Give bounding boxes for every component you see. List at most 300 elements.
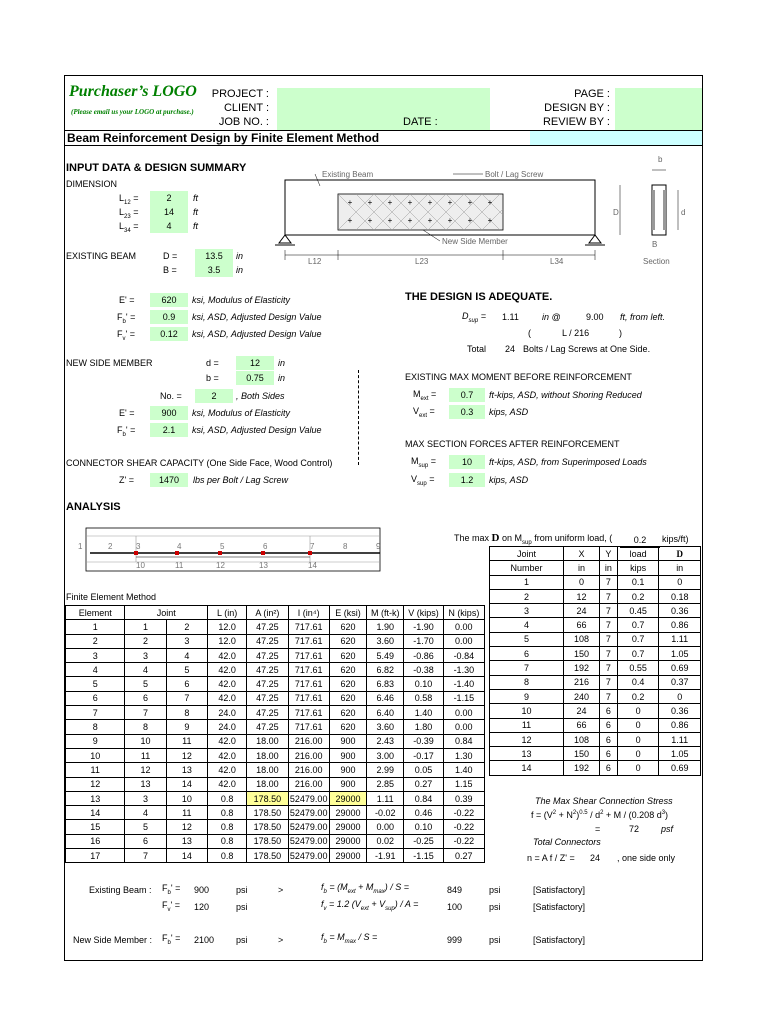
element-cell: 900 bbox=[329, 777, 366, 791]
check-fv-status: [Satisfactory] bbox=[533, 902, 586, 912]
b-label: b = bbox=[206, 373, 219, 383]
svg-text:+: + bbox=[447, 198, 453, 207]
element-cell: -1.90 bbox=[404, 620, 443, 634]
Fb2-desc: ksi, ASD, Adjusted Design Value bbox=[192, 425, 322, 435]
joint-cell: 14 bbox=[490, 761, 564, 775]
element-cell: 52479.00 bbox=[288, 806, 329, 820]
joint-cell: 7 bbox=[599, 647, 617, 661]
check-fb-new-status: [Satisfactory] bbox=[533, 935, 586, 945]
jobno-label: JOB NO. : bbox=[218, 116, 269, 128]
element-cell: 24.0 bbox=[207, 706, 246, 720]
joint-cell: 66 bbox=[564, 618, 600, 632]
fem-node-label: 11 bbox=[175, 561, 184, 570]
joint-cell: 4 bbox=[490, 618, 564, 632]
svg-text:+: + bbox=[387, 216, 393, 225]
element-cell: 1 bbox=[125, 620, 166, 634]
element-cell: 10 bbox=[66, 748, 125, 762]
element-cell: 12.0 bbox=[207, 634, 246, 648]
D-label: D = bbox=[163, 251, 178, 261]
joint-cell: 216 bbox=[564, 675, 600, 689]
b-unit: in bbox=[278, 373, 286, 383]
element-cell: -0.22 bbox=[443, 806, 484, 820]
analysis-heading: ANALYSIS bbox=[66, 501, 121, 513]
ratio-close: ) bbox=[619, 328, 622, 338]
page-title: Beam Reinforcement Design by Finite Element Method bbox=[67, 131, 380, 145]
element-cell: 6 bbox=[125, 691, 166, 705]
L23-unit: ft bbox=[193, 207, 199, 217]
element-cell: 0.05 bbox=[404, 763, 443, 777]
element-cell: 0.8 bbox=[207, 849, 246, 863]
n-desc: , one side only bbox=[617, 853, 676, 863]
joint-cell: 1.05 bbox=[659, 747, 701, 761]
Fb1-value[interactable]: 0.9 bbox=[150, 310, 188, 324]
joint-cell: 2 bbox=[490, 589, 564, 603]
joint-cell: 7 bbox=[490, 661, 564, 675]
B-unit: in bbox=[236, 265, 244, 275]
joint-row bbox=[490, 704, 701, 718]
element-cell[interactable]: 29000 bbox=[329, 791, 366, 805]
joint-cell: 0 bbox=[617, 747, 659, 761]
element-cell: 42.0 bbox=[207, 734, 246, 748]
joint-cell: 6 bbox=[490, 647, 564, 661]
connection-value: 72 bbox=[629, 824, 640, 834]
joint-cell: 9 bbox=[490, 689, 564, 703]
date-label: DATE : bbox=[403, 116, 438, 128]
element-cell: 0.84 bbox=[443, 734, 484, 748]
joint-cell: 0.7 bbox=[617, 618, 659, 632]
joint-cell: 1.11 bbox=[659, 732, 701, 746]
check-fb-new-formula: $f_b = M_{max} / S$ = bbox=[321, 932, 378, 945]
joint-table bbox=[489, 546, 701, 776]
element-header-cell: Joint bbox=[125, 606, 208, 620]
fem-node-label: 6 bbox=[263, 542, 268, 551]
joint-cell: 150 bbox=[564, 747, 600, 761]
no-value[interactable]: 2 bbox=[195, 389, 233, 403]
Vext-desc: kips, ASD bbox=[489, 407, 529, 417]
element-cell: 52479.00 bbox=[288, 849, 329, 863]
uniform-mid: on M bbox=[502, 533, 523, 543]
joint-cell: 108 bbox=[564, 732, 600, 746]
check-new-label: New Side Member : bbox=[73, 935, 153, 945]
element-cell: 12 bbox=[125, 763, 166, 777]
svg-text:+: + bbox=[367, 216, 373, 225]
element-cell: 5 bbox=[66, 677, 125, 691]
element-cell: -0.39 bbox=[404, 734, 443, 748]
element-cell: -1.30 bbox=[443, 663, 484, 677]
element-cell: 0.27 bbox=[404, 777, 443, 791]
element-cell: 42.0 bbox=[207, 663, 246, 677]
element-cell: 216.00 bbox=[288, 763, 329, 777]
joint-cell: 5 bbox=[490, 632, 564, 646]
svg-text:+: + bbox=[347, 216, 353, 225]
L34-value[interactable]: 4 bbox=[150, 219, 188, 233]
element-cell: 0.39 bbox=[443, 791, 484, 805]
D-section-label: D bbox=[613, 208, 619, 217]
check-fv-psi: psi bbox=[489, 902, 501, 912]
element-cell: 18.00 bbox=[247, 734, 288, 748]
Msup-label: $M_{sup}$ = bbox=[411, 456, 436, 469]
total-value: 24 bbox=[505, 344, 516, 354]
element-cell: 2.99 bbox=[367, 763, 404, 777]
joint-header-unit: kips bbox=[617, 561, 659, 575]
element-header-cell: N (kips) bbox=[443, 606, 484, 620]
check-Fv-label: $F_v'$ = bbox=[162, 900, 180, 913]
element-cell: 5 bbox=[166, 663, 207, 677]
Vext-value[interactable]: 0.3 bbox=[449, 405, 485, 419]
svg-text:+: + bbox=[347, 198, 353, 207]
joint-cell: 0.2 bbox=[617, 589, 659, 603]
position-value: 9.00 bbox=[586, 312, 604, 322]
project-label: PROJECT : bbox=[211, 88, 269, 100]
element-cell: 3.60 bbox=[367, 720, 404, 734]
joint-cell: 192 bbox=[564, 761, 600, 775]
element-row bbox=[66, 834, 485, 848]
Vsup-value[interactable]: 1.2 bbox=[449, 473, 485, 487]
existing-beam-label: EXISTING BEAM bbox=[66, 251, 137, 261]
joint-row bbox=[490, 589, 701, 603]
Z-value[interactable]: 1470 bbox=[150, 473, 188, 487]
joint-row bbox=[490, 647, 701, 661]
element-cell: 0.10 bbox=[404, 677, 443, 691]
element-cell: 1.80 bbox=[404, 720, 443, 734]
joint-cell: 0.7 bbox=[617, 632, 659, 646]
check-Fb-gt: > bbox=[278, 885, 284, 895]
joint-cell: 240 bbox=[564, 689, 600, 703]
element-cell: 0.10 bbox=[404, 820, 443, 834]
ratio-value: L / 216 bbox=[562, 328, 590, 338]
joint-cell: 0.7 bbox=[617, 647, 659, 661]
fem-node-label: 13 bbox=[259, 561, 268, 570]
check-fb-new-psi: psi bbox=[489, 935, 501, 945]
element-cell: 52479.00 bbox=[288, 834, 329, 848]
check-fv-value: 100 bbox=[447, 902, 463, 912]
element-cell: -1.70 bbox=[404, 634, 443, 648]
element-cell: 178.50 bbox=[247, 849, 288, 863]
joint-row bbox=[490, 661, 701, 675]
element-row bbox=[66, 634, 485, 648]
fem-node-label: 2 bbox=[108, 542, 113, 551]
element-header-cell: L (in) bbox=[207, 606, 246, 620]
element-cell: 620 bbox=[329, 677, 366, 691]
b-section-label: b bbox=[658, 155, 663, 164]
joint-cell: 150 bbox=[564, 647, 600, 661]
E2-desc: ksi, Modulus of Elasticity bbox=[192, 408, 291, 418]
element-header-cell: E (ksi) bbox=[329, 606, 366, 620]
element-cell: 2 bbox=[166, 620, 207, 634]
element-cell: 178.50 bbox=[247, 834, 288, 848]
joint-cell: 7 bbox=[599, 632, 617, 646]
element-cell: 717.61 bbox=[288, 691, 329, 705]
element-cell: 717.61 bbox=[288, 677, 329, 691]
element-cell: 13 bbox=[125, 777, 166, 791]
total-desc: Bolts / Lag Screws at One Side. bbox=[523, 344, 651, 354]
element-cell: 620 bbox=[329, 691, 366, 705]
element-cell: 0.00 bbox=[443, 706, 484, 720]
joint-cell: 0 bbox=[564, 575, 600, 589]
element-cell: 14 bbox=[66, 806, 125, 820]
joint-cell: 0.86 bbox=[659, 718, 701, 732]
joint-cell: 6 bbox=[599, 718, 617, 732]
element-cell: 29000 bbox=[329, 806, 366, 820]
element-cell: 216.00 bbox=[288, 734, 329, 748]
Fv1-value[interactable]: 0.12 bbox=[150, 327, 188, 341]
dashed-divider bbox=[358, 370, 359, 465]
joint-header-cell: load bbox=[617, 547, 659, 561]
element-cell: -0.38 bbox=[404, 663, 443, 677]
fem-node-label: 5 bbox=[220, 542, 225, 551]
element-cell: -1.15 bbox=[404, 849, 443, 863]
check-Fb-value: 900 bbox=[194, 885, 210, 895]
element-cell: 11 bbox=[66, 763, 125, 777]
joint-header-unit: in bbox=[564, 561, 600, 575]
d-section-label: d bbox=[681, 208, 686, 217]
joint-cell: 0.36 bbox=[659, 604, 701, 618]
element-cell: 620 bbox=[329, 720, 366, 734]
element-cell: 17 bbox=[66, 849, 125, 863]
check-Fb-label: $F_b'$ = bbox=[162, 883, 181, 896]
fem-node-label: 3 bbox=[136, 542, 141, 551]
element-cell: 717.61 bbox=[288, 634, 329, 648]
element-cell: 47.25 bbox=[247, 691, 288, 705]
element-cell: 47.25 bbox=[247, 648, 288, 662]
Mext-label: $M_{ext}$ = bbox=[413, 389, 437, 402]
element-cell: 1.15 bbox=[443, 777, 484, 791]
element-cell: 42.0 bbox=[207, 748, 246, 762]
element-row bbox=[66, 677, 485, 691]
element-cell: 12 bbox=[166, 820, 207, 834]
element-cell: 5 bbox=[125, 820, 166, 834]
joint-cell: 6 bbox=[599, 732, 617, 746]
no-desc: , Both Sides bbox=[236, 391, 285, 401]
L12-value[interactable]: 2 bbox=[150, 191, 188, 205]
element-cell: 52479.00 bbox=[288, 791, 329, 805]
element-cell: 29000 bbox=[329, 849, 366, 863]
joint-cell: 12 bbox=[490, 732, 564, 746]
B-label: B = bbox=[163, 265, 177, 275]
element-cell: 1.40 bbox=[443, 763, 484, 777]
new-member-label: NEW SIDE MEMBER bbox=[66, 358, 153, 368]
element-cell[interactable]: 178.50 bbox=[247, 791, 288, 805]
joint-cell: 1.11 bbox=[659, 632, 701, 646]
joint-cell: 6 bbox=[599, 704, 617, 718]
element-cell: 2.85 bbox=[367, 777, 404, 791]
d-label: d = bbox=[206, 358, 219, 368]
L34-dim: L34 bbox=[550, 257, 564, 266]
element-cell: -1.15 bbox=[443, 691, 484, 705]
joint-header-cell: Y bbox=[599, 547, 617, 561]
element-cell: 6 bbox=[166, 677, 207, 691]
check-fb-value: 849 bbox=[447, 885, 463, 895]
element-cell: 0.00 bbox=[443, 634, 484, 648]
element-row bbox=[66, 720, 485, 734]
element-cell: 29000 bbox=[329, 820, 366, 834]
L23-dim: L23 bbox=[415, 257, 429, 266]
element-cell: 0.02 bbox=[367, 834, 404, 848]
check-Fv-value: 120 bbox=[194, 902, 210, 912]
element-cell: 14 bbox=[166, 849, 207, 863]
element-cell: 2 bbox=[66, 634, 125, 648]
joint-cell: 0 bbox=[617, 718, 659, 732]
joint-cell: 11 bbox=[490, 718, 564, 732]
element-cell: 6 bbox=[66, 691, 125, 705]
element-cell: 18.00 bbox=[247, 777, 288, 791]
element-cell: -1.40 bbox=[443, 677, 484, 691]
E1-desc: ksi, Modulus of Elasticity bbox=[192, 295, 291, 305]
max-forces-heading: MAX SECTION FORCES AFTER REINFORCEMENT bbox=[405, 439, 620, 449]
element-cell: 6.46 bbox=[367, 691, 404, 705]
element-row bbox=[66, 806, 485, 820]
E1-label: E' = bbox=[119, 295, 135, 305]
element-cell: 4 bbox=[66, 663, 125, 677]
element-cell: 1.40 bbox=[404, 706, 443, 720]
element-header-cell: I (in⁴) bbox=[288, 606, 329, 620]
fem-node-label: 14 bbox=[308, 561, 317, 570]
joint-row bbox=[490, 632, 701, 646]
fem-node-label: 9 bbox=[376, 542, 381, 551]
check-Fv-psi: psi bbox=[236, 902, 248, 912]
element-cell: 3 bbox=[125, 791, 166, 805]
delta-symbol: D bbox=[491, 532, 500, 544]
svg-text:+: + bbox=[407, 216, 413, 225]
element-cell: 900 bbox=[329, 748, 366, 762]
joint-cell: 0.69 bbox=[659, 761, 701, 775]
element-cell: 6.82 bbox=[367, 663, 404, 677]
element-cell: 216.00 bbox=[288, 748, 329, 762]
joint-cell: 0.37 bbox=[659, 675, 701, 689]
joint-row bbox=[490, 689, 701, 703]
svg-text:+: + bbox=[487, 198, 493, 207]
joint-cell: 7 bbox=[599, 661, 617, 675]
Fb2-value[interactable]: 2.1 bbox=[150, 423, 188, 437]
svg-text:+: + bbox=[407, 198, 413, 207]
title-accent bbox=[530, 131, 702, 145]
L23-label: $L_{23}$ = bbox=[119, 207, 139, 220]
element-cell: 2.43 bbox=[367, 734, 404, 748]
uniform-pre: The max bbox=[454, 533, 490, 543]
element-cell: 4 bbox=[125, 663, 166, 677]
check-Fb-new-gt: > bbox=[278, 935, 284, 945]
svg-text:+: + bbox=[427, 198, 433, 207]
element-cell: 5.49 bbox=[367, 648, 404, 662]
element-cell: 12.0 bbox=[207, 620, 246, 634]
element-row bbox=[66, 748, 485, 762]
svg-text:+: + bbox=[427, 216, 433, 225]
element-cell: 47.25 bbox=[247, 634, 288, 648]
element-cell: 9 bbox=[66, 734, 125, 748]
element-cell: 42.0 bbox=[207, 648, 246, 662]
fem-node-label: 10 bbox=[136, 561, 145, 570]
element-cell: 29000 bbox=[329, 834, 366, 848]
B-value[interactable]: 3.5 bbox=[195, 263, 233, 277]
Msup-value[interactable]: 10 bbox=[449, 455, 485, 469]
joint-header-unit: in bbox=[599, 561, 617, 575]
E2-label: E' = bbox=[119, 408, 135, 418]
element-cell: 9 bbox=[166, 720, 207, 734]
page-info-input[interactable] bbox=[615, 88, 702, 130]
E2-value[interactable]: 900 bbox=[150, 406, 188, 420]
joint-cell: 0 bbox=[659, 575, 701, 589]
connection-title: The Max Shear Connection Stress bbox=[535, 796, 673, 806]
B-section-label: B bbox=[652, 240, 658, 249]
element-cell: 10 bbox=[125, 734, 166, 748]
b-value[interactable]: 0.75 bbox=[236, 371, 274, 385]
dimension-label: DIMENSION bbox=[66, 179, 118, 189]
element-cell: 47.25 bbox=[247, 620, 288, 634]
connection-eq: = bbox=[595, 824, 601, 834]
adequate-status: THE DESIGN IS ADEQUATE. bbox=[405, 291, 553, 303]
beam-diagram bbox=[260, 150, 700, 270]
L12-dim: L12 bbox=[308, 257, 322, 266]
element-cell: 2 bbox=[125, 634, 166, 648]
check-fb-psi: psi bbox=[489, 885, 501, 895]
element-cell: 6.40 bbox=[367, 706, 404, 720]
element-cell: 1.30 bbox=[443, 748, 484, 762]
element-cell: 1.11 bbox=[367, 791, 404, 805]
joint-header-cell: X bbox=[564, 547, 600, 561]
element-cell: 8 bbox=[66, 720, 125, 734]
D-value[interactable]: 13.5 bbox=[195, 249, 233, 263]
element-cell: 6.83 bbox=[367, 677, 404, 691]
element-cell: 10 bbox=[166, 791, 207, 805]
fem-node-label: 1 bbox=[78, 542, 83, 551]
element-cell: 42.0 bbox=[207, 763, 246, 777]
joint-cell: 7 bbox=[599, 675, 617, 689]
joint-cell: 7 bbox=[599, 589, 617, 603]
Mext-desc: ft-kips, ASD, without Shoring Reduced bbox=[489, 390, 642, 400]
n-formula: n = A f / Z' = bbox=[527, 853, 575, 863]
element-cell: 7 bbox=[125, 849, 166, 863]
joint-cell: 3 bbox=[490, 604, 564, 618]
element-cell: 14 bbox=[166, 777, 207, 791]
E1-value[interactable]: 620 bbox=[150, 293, 188, 307]
element-cell: 717.61 bbox=[288, 720, 329, 734]
L23-value[interactable]: 14 bbox=[150, 205, 188, 219]
joint-cell: 0.69 bbox=[659, 661, 701, 675]
d-value[interactable]: 12 bbox=[236, 356, 274, 370]
element-cell: 0.84 bbox=[404, 791, 443, 805]
Mext-value[interactable]: 0.7 bbox=[449, 388, 485, 402]
Msup-desc: ft-kips, ASD, from Superimposed Loads bbox=[489, 457, 647, 467]
element-cell: 6 bbox=[125, 834, 166, 848]
joint-cell: 24 bbox=[564, 604, 600, 618]
joint-row bbox=[490, 575, 701, 589]
element-cell: 11 bbox=[125, 748, 166, 762]
check-fb-status: [Satisfactory] bbox=[533, 885, 586, 895]
element-cell: 16 bbox=[66, 834, 125, 848]
title-bar bbox=[64, 130, 703, 146]
joint-cell: 12 bbox=[564, 589, 600, 603]
joint-row bbox=[490, 761, 701, 775]
Vsup-desc: kips, ASD bbox=[489, 475, 529, 485]
Z-desc: lbs per Bolt / Lag Screw bbox=[193, 475, 289, 485]
uniform-load-value[interactable]: 0.2 bbox=[620, 535, 660, 548]
project-info-input[interactable] bbox=[277, 88, 490, 130]
joint-cell: 0 bbox=[659, 689, 701, 703]
joint-cell: 0.4 bbox=[617, 675, 659, 689]
fem-node-label: 4 bbox=[177, 542, 182, 551]
check-fb-formula: $f_b = (M_{ext} + M_{max}) / S$ = bbox=[321, 882, 410, 895]
page-label: PAGE : bbox=[574, 88, 610, 100]
connector-label: CONNECTOR SHEAR CAPACITY (One Side Face, Wood Control) bbox=[66, 458, 333, 468]
element-cell: 717.61 bbox=[288, 648, 329, 662]
element-header-cell: V (kips) bbox=[404, 606, 443, 620]
n-value: 24 bbox=[590, 853, 601, 863]
element-cell: 3 bbox=[66, 648, 125, 662]
element-cell: 4 bbox=[125, 806, 166, 820]
element-cell: 620 bbox=[329, 634, 366, 648]
uniform-load-text: The max D on $M_{sup}$ from uniform load, ( bbox=[454, 532, 613, 546]
joint-cell: 0 bbox=[617, 704, 659, 718]
